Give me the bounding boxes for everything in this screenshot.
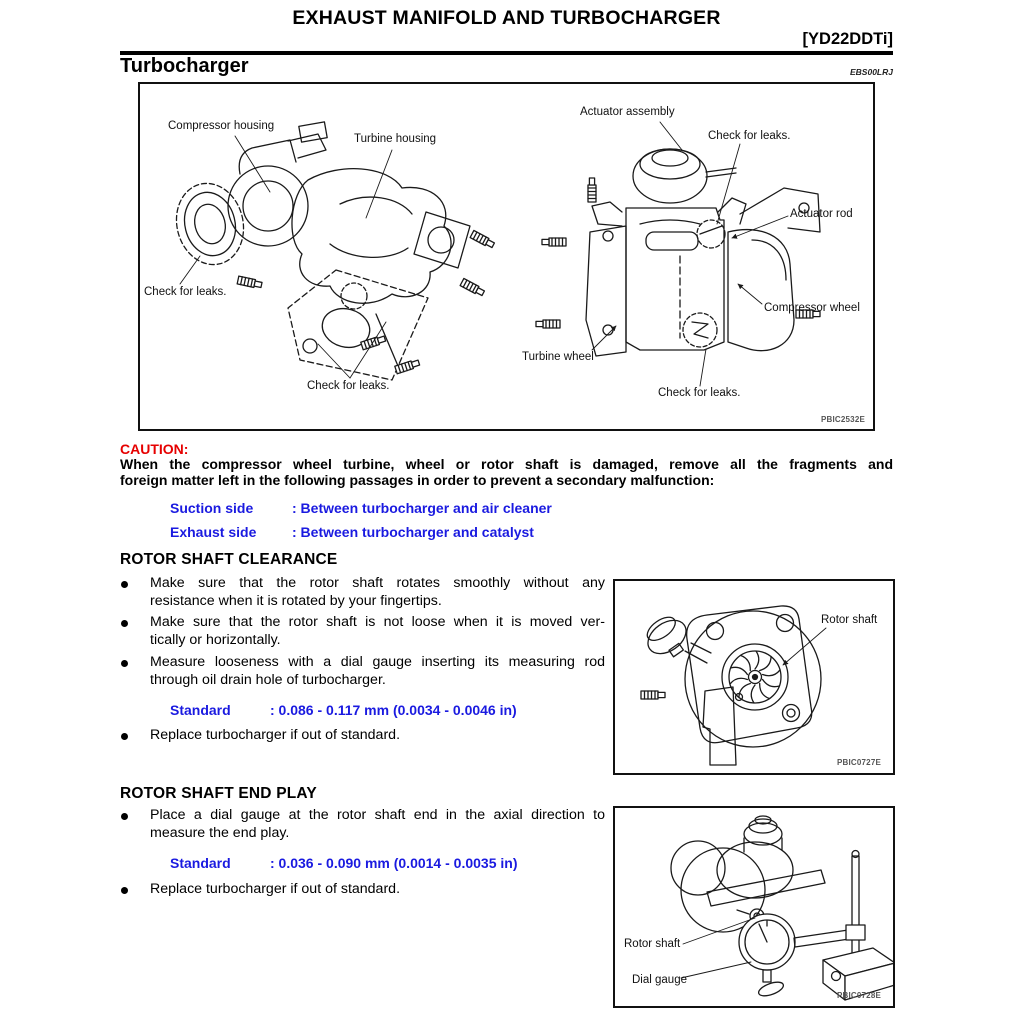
- bullet-dot: [121, 581, 128, 588]
- bullet-line: tically or horizontally.: [150, 631, 281, 648]
- figure-code: PBIC2532E: [820, 415, 865, 424]
- label-rotor-shaft: Rotor shaft: [821, 614, 878, 626]
- engine-variant-code: [YD22DDTi]: [802, 30, 893, 48]
- heading-rotor-shaft-clearance: ROTOR SHAFT CLEARANCE: [120, 551, 338, 568]
- spec-value: : 0.036 - 0.090 mm (0.0014 - 0.0035 in): [270, 855, 518, 871]
- page-title: EXHAUST MANIFOLD AND TURBOCHARGER: [292, 7, 721, 29]
- label-compressor-wheel: Compressor wheel: [764, 302, 860, 314]
- section-title: Turbocharger: [120, 55, 249, 77]
- label-compressor-housing: Compressor housing: [168, 120, 275, 132]
- spec-row-exhaust: [170, 524, 534, 540]
- bullet-item: [150, 654, 605, 689]
- figure-end-play-measurement: [613, 806, 895, 1008]
- label-turbine-housing: Turbine housing: [354, 133, 437, 145]
- spec-row-suction: [170, 500, 552, 516]
- bullet-line: Make sure that the rotor shaft rotates smoothly without any: [150, 575, 605, 591]
- bullet-dot: [121, 733, 128, 740]
- figure-turbocharger-overview: [138, 82, 875, 431]
- bullet-item: Replace turbocharger if out of standard.: [150, 727, 401, 743]
- bullet-item: Replace turbocharger if out of standard.: [150, 881, 401, 897]
- spec-value: : Between turbocharger and air cleaner: [292, 500, 552, 516]
- bullet-line: measure the end play.: [150, 824, 290, 841]
- spec-value: : Between turbocharger and catalyst: [292, 524, 534, 540]
- standard-spec-row: [170, 855, 517, 871]
- label-actuator-rod: Actuator rod: [790, 208, 853, 220]
- label-dial-gauge: Dial gauge: [632, 974, 687, 986]
- rotor-shaft-line-art: [615, 581, 893, 773]
- spec-label: Suction side: [170, 500, 254, 516]
- bullet-dot: [121, 813, 128, 820]
- figure-rotor-shaft: [613, 579, 895, 775]
- bullet-line: Place a dial gauge at the rotor shaft end in the axial direction to: [150, 807, 605, 823]
- standard-spec-row: [170, 702, 517, 718]
- caution-text-line: foreign matter left in the following passages in order to prevent a secondary malfunction:: [120, 471, 715, 488]
- spec-label: Standard: [170, 855, 231, 871]
- label-actuator-assembly: Actuator assembly: [580, 106, 675, 118]
- label-check-for-leaks-bottom-right: Check for leaks.: [658, 387, 741, 399]
- bullet-item: [150, 575, 605, 610]
- label-turbine-wheel: Turbine wheel: [522, 351, 594, 363]
- caution-heading: CAUTION:: [120, 441, 189, 457]
- bullet-dot: [121, 620, 128, 627]
- bullet-line: Measure looseness with a dial gauge inserting its measuring rod: [150, 654, 605, 670]
- heading-rotor-shaft-end-play: ROTOR SHAFT END PLAY: [120, 785, 317, 802]
- label-check-for-leaks-top-right: Check for leaks.: [708, 130, 791, 142]
- label-check-for-leaks-left: Check for leaks.: [144, 286, 227, 298]
- bullet-item: [150, 807, 605, 842]
- spec-label: Exhaust side: [170, 524, 257, 540]
- figure-code: PBIC0728E: [836, 991, 881, 1000]
- bullet-line: through oil drain hole of turbocharger.: [150, 671, 386, 688]
- bullet-dot: [121, 887, 128, 894]
- label-check-for-leaks-bottom: Check for leaks.: [307, 380, 390, 392]
- bullet-line: Make sure that the rotor shaft is not loose when it is moved ver-: [150, 614, 605, 630]
- bullet-item: [150, 614, 605, 649]
- caution-text-line: When the compressor wheel turbine, wheel or rotor shaft is damaged, remove all the fragments and: [120, 456, 893, 472]
- spec-value: : 0.086 - 0.117 mm (0.0034 - 0.0046 in): [270, 702, 517, 718]
- bullet-line: resistance when it is rotated by your fingertips.: [150, 592, 442, 609]
- spec-label: Standard: [170, 702, 231, 718]
- section-code: EBS00LRJ: [850, 67, 893, 77]
- bullet-dot: [121, 660, 128, 667]
- label-rotor-shaft: Rotor shaft: [624, 938, 681, 950]
- figure-code: PBIC0727E: [836, 758, 881, 767]
